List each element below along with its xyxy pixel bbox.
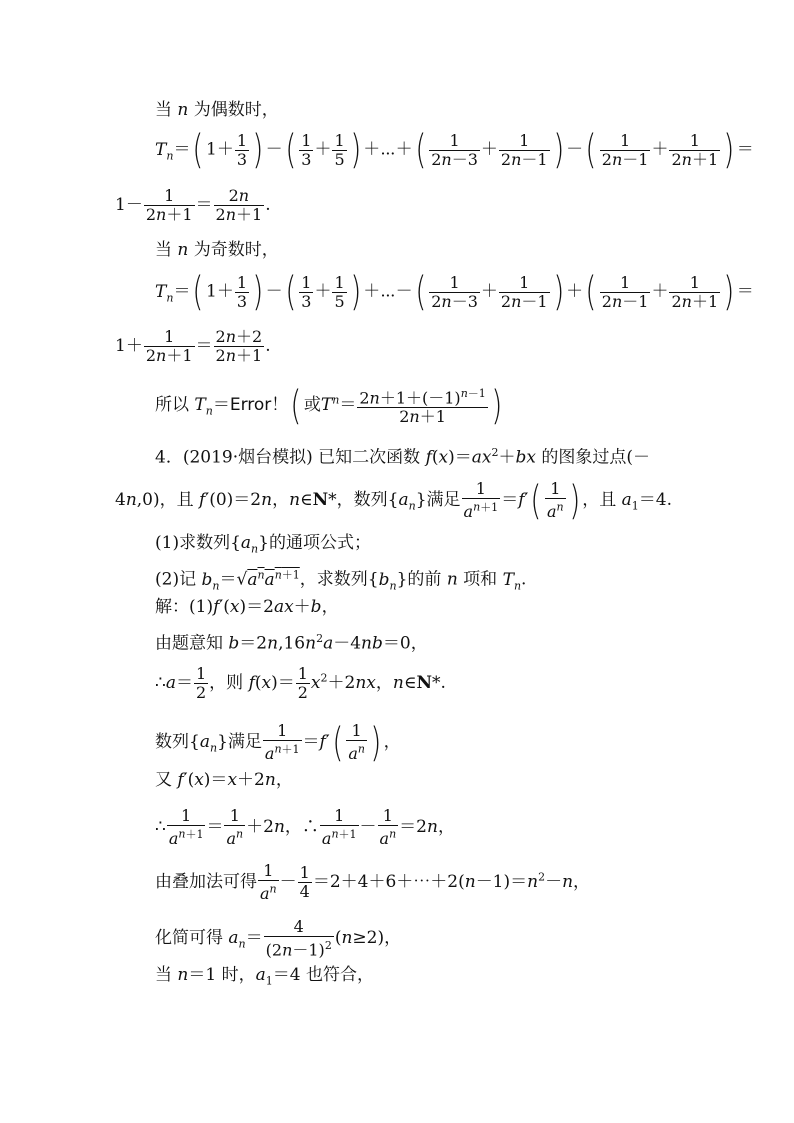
odd-tn-expression: $T_n=$( 1＋ $\frac{1}{3}$ ) －( $\frac{1}{3}$ ＋ $\frac{1}{5}$ ) ＋⋯－( $\frac{1}{2n-3}$ ＋ $\frac{1}{2n-1}$ ) ＋( $\frac{1}{2n-1}$ ＋ $\frac{1}{2n+1}$ ) ＝ <box>155 269 754 315</box>
solution-5: 又 f′(x)＝x＋2n， <box>155 770 293 790</box>
problem-4-line2: 4n,0)，且 f′(0)＝2n，n∈N*，数列$\{a_n\}$满足 $\frac{1}{a^{n+1}}$ ＝f′( $\frac{1}{a^n}$ ) ，且 $a_1=4$. <box>115 477 672 524</box>
solution-8: 化简可得 $a_n=$ $\frac{4}{(2n-1)^2}$ (n≥2)， <box>155 917 402 960</box>
even-tn-expression: $T_n=$( 1＋ $\frac{1}{3}$ ) －( $\frac{1}{3}$ ＋ $\frac{1}{5}$ ) ＋⋯＋( $\frac{1}{2n-3}$ ＋ $\frac{1}{2n-1}$ ) －( $\frac{1}{2n-1}$ ＋ $\frac{1}{2n+1}$ ) ＝ <box>155 127 754 173</box>
question-1: (1)求数列$\{a_n\}$的通项公式； <box>155 533 371 556</box>
even-case-heading: 当 n 为偶数时， <box>155 100 279 120</box>
question-2: (2)记 $b_n=√a^na^{n+1}$，求数列$\{b_n\}$的前 n 项和 $T_n$. <box>155 568 527 593</box>
even-result: 1－ $\frac{1}{2n+1}$ ＝ $\frac{2n}{2n+1}$ . <box>115 186 271 224</box>
solution-3: ∴a＝ $\frac{1}{2}$ ，则 f(x)＝ $\frac{1}{2}$ $x^2+2nx$，n∈N*. <box>155 664 446 702</box>
solution-6: ∴ $\frac{1}{a^{n+1}}$ ＝ $\frac{1}{a^n}$ ＋2n，∴ $\frac{1}{a^{n+1}}$ － $\frac{1}{a^n}$ ＝2n， <box>155 806 455 849</box>
solution-7: 由叠加法可得 $\frac{1}{a^n}$ － $\frac{1}{4}$ $=2+4+6+\cdots+2(n-1)=n^2-n$， <box>155 861 591 904</box>
solution-1: 解：(1)f′(x)＝2ax＋b， <box>155 597 339 617</box>
solution-2: 由题意知 $b=2n,16n^2a-4nb=0$， <box>155 632 428 654</box>
conclusion-tn: 所以 $T_n=Error$！( 或$T^n=$ $\frac{2n+1+(-1)^{n-1}}{2n+1}$ ) <box>155 382 503 429</box>
solution-4: 数列$\{a_n\}$满足 $\frac{1}{a^{n+1}}$ ＝f′( $\frac{1}{a^n}$ ) ， <box>155 719 401 766</box>
odd-result: 1＋ $\frac{1}{2n+1}$ ＝ $\frac{2n+2}{2n+1}$ . <box>115 327 271 365</box>
solution-9: 当 n＝1 时，$a_1=4$ 也符合， <box>155 965 374 988</box>
odd-case-heading: 当 n 为奇数时， <box>155 240 279 260</box>
problem-4-line1: 4．(2019·烟台模拟) 已知二次函数 $f(x)=ax^2+bx$ 的图象过点(－ <box>155 446 650 468</box>
